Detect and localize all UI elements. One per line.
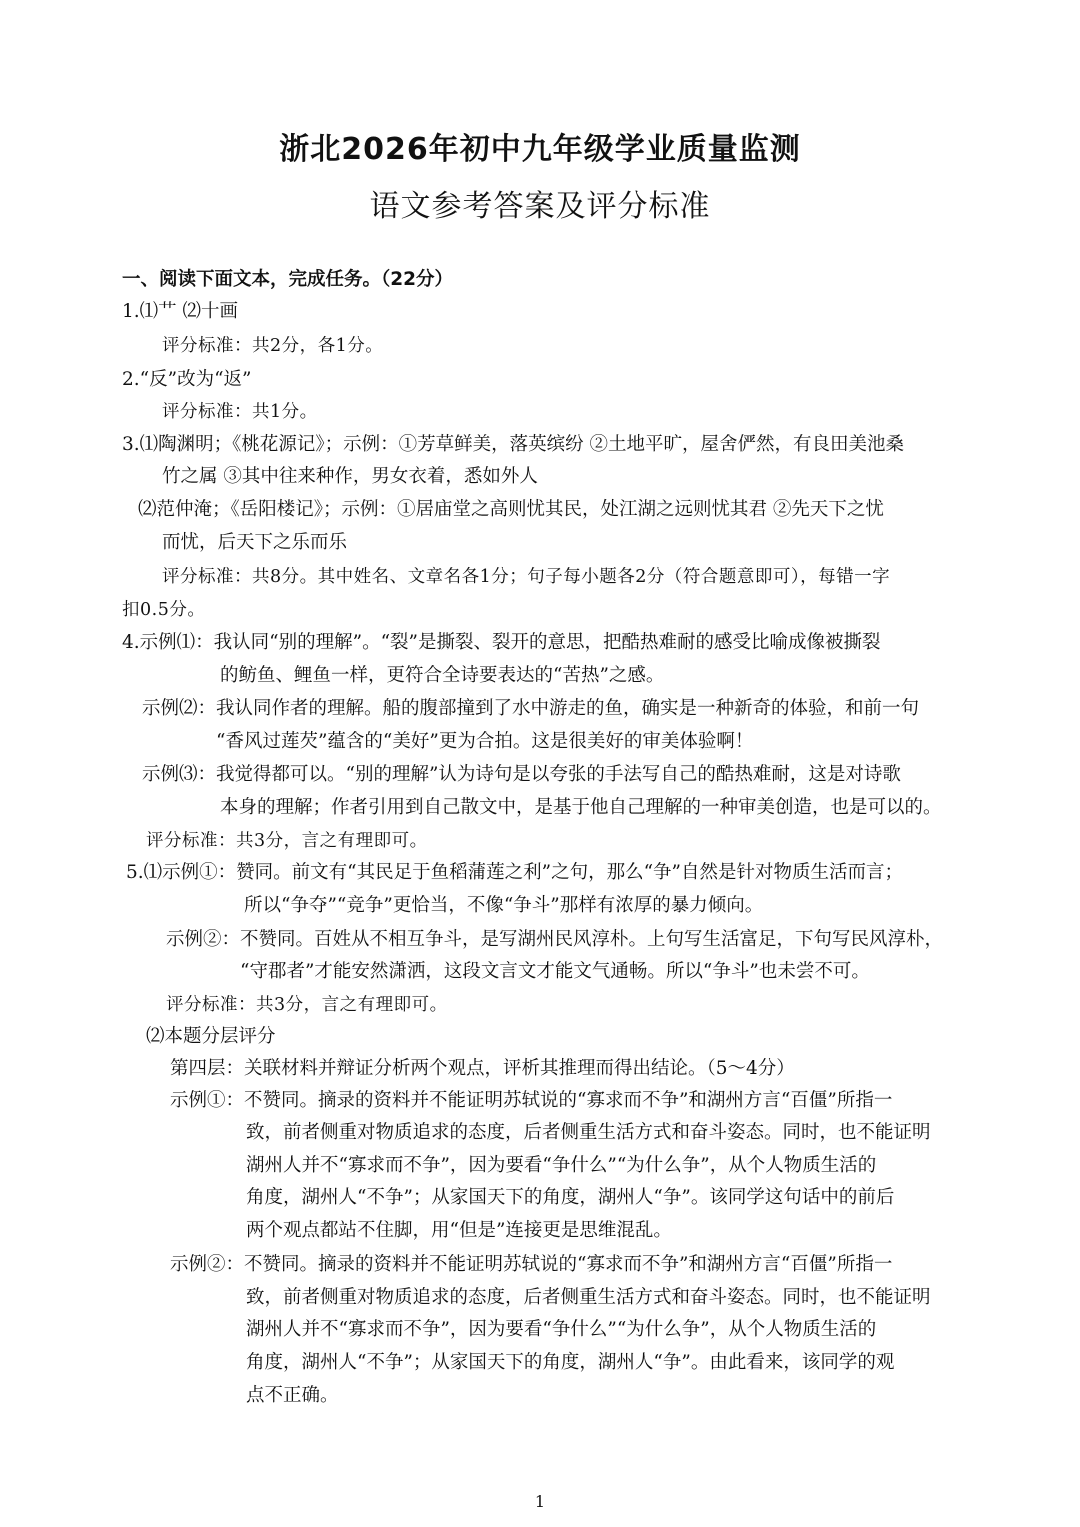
- answer-line: 2.“反”改为“返”: [122, 369, 252, 390]
- scoring-standard: 评分标准：共2分，各1分。: [162, 336, 384, 356]
- scoring-standard: 评分标准：共3分，言之有理即可。: [146, 831, 428, 851]
- answer-line: 1.⑴艹 ⑵十画: [122, 301, 239, 322]
- answer-line: 致，前者侧重对物质追求的态度，后者侧重生活方式和奋斗姿态。同时，也不能证明: [246, 1122, 931, 1143]
- answer-line: 示例②：不赞同。摘录的资料并不能证明苏轼说的“寡求而不争”和湖州方言“百僵”所指一: [170, 1254, 893, 1275]
- scoring-standard: 评分标准：共3分，言之有理即可。: [166, 995, 448, 1015]
- scoring-standard: 评分标准：共8分。其中姓名、文章名各1分；句子每小题各2分（符合题意即可），每错一字: [162, 567, 891, 587]
- scoring-standard: 扣0.5分。: [122, 600, 206, 620]
- answer-line: ⑵本题分层评分: [146, 1026, 276, 1047]
- answer-line: “香风过莲芡”蕴含的“美好”更为合拍。这是很美好的审美体验啊！: [216, 731, 754, 752]
- answer-line: 示例⑵：我认同作者的理解。船的腹部撞到了水中游走的鱼，确实是一种新奇的体验，和前一句: [142, 698, 920, 719]
- answer-line: 角度，湖州人“不争”；从家国天下的角度，湖州人“争”。由此看来，该同学的观: [246, 1352, 895, 1373]
- answer-line: 示例②：不赞同。百姓从不相互争斗，是写湖州民风淳朴。上句写生活富足，下句写民风淳朴，: [166, 929, 944, 950]
- answer-line: 5.⑴示例①：赞同。前文有“其民足于鱼稻蒲莲之利”之句，那么“争”自然是针对物质生活而言；: [126, 862, 903, 883]
- answer-line: 湖州人并不“寡求而不争”，因为要看“争什么”“为什么争”，从个人物质生活的: [246, 1155, 877, 1176]
- answer-line: 的鲂鱼、鲤鱼一样，更符合全诗要表达的“苦热”之感。: [220, 665, 665, 686]
- answer-line: 两个观点都站不住脚，用“但是”连接更是思维混乱。: [246, 1220, 672, 1241]
- section-heading: 一、阅读下面文本，完成任务。（22分）: [122, 269, 453, 290]
- page-number: 1: [534, 1492, 546, 1511]
- answer-line: 而忧，后天下之乐而乐: [162, 532, 348, 553]
- answer-line: 本身的理解；作者引用到自己散文中，是基于他自己理解的一种审美创造，也是可以的。: [220, 797, 942, 818]
- answer-line: 致，前者侧重对物质追求的态度，后者侧重生活方式和奋斗姿态。同时，也不能证明: [246, 1287, 931, 1308]
- answer-line: 竹之属 ③其中往来种作，男女衣着，悉如外人: [162, 466, 538, 487]
- page-subtitle: 语文参考答案及评分标准: [369, 189, 711, 224]
- answer-line: 4.示例⑴：我认同“别的理解”。“裂”是撕裂、裂开的意思，把酷热难耐的感受比喻成像被撕裂: [122, 632, 881, 653]
- answer-line: “守郡者”才能安然潇洒，这段文言文才能文气通畅。所以“争斗”也未尝不可。: [240, 961, 870, 982]
- answer-line: ⑵范仲淹；《岳阳楼记》；示例：①居庙堂之高则忧其民，处江湖之远则忧其君 ②先天下之忧: [138, 499, 884, 520]
- page-title: 浙北2026年初中九年级学业质量监测: [279, 132, 801, 167]
- answer-line: 3.⑴陶渊明；《桃花源记》；示例：①芳草鲜美，落英缤纷 ②土地平旷，屋舍俨然，有良田美池桑: [122, 434, 905, 455]
- answer-line: 示例⑶：我觉得都可以。“别的理解”认为诗句是以夸张的手法写自己的酷热难耐，这是对诗歌: [142, 764, 901, 785]
- answer-line: 湖州人并不“寡求而不争”，因为要看“争什么”“为什么争”，从个人物质生活的: [246, 1319, 877, 1340]
- answer-line: 角度，湖州人“不争”；从家国天下的角度，湖州人“争”。该同学这句话中的前后: [246, 1187, 895, 1208]
- scoring-standard: 评分标准：共1分。: [162, 402, 318, 422]
- answer-line: 第四层：关联材料并辩证分析两个观点，评析其推理而得出结论。（5～4分）: [170, 1058, 795, 1079]
- answer-line: 示例①：不赞同。摘录的资料并不能证明苏轼说的“寡求而不争”和湖州方言“百僵”所指一: [170, 1090, 893, 1111]
- answer-line: 点不正确。: [246, 1385, 339, 1406]
- answer-line: 所以“争夺”“竞争”更恰当，不像“争斗”那样有浓厚的暴力倾向。: [244, 895, 764, 916]
